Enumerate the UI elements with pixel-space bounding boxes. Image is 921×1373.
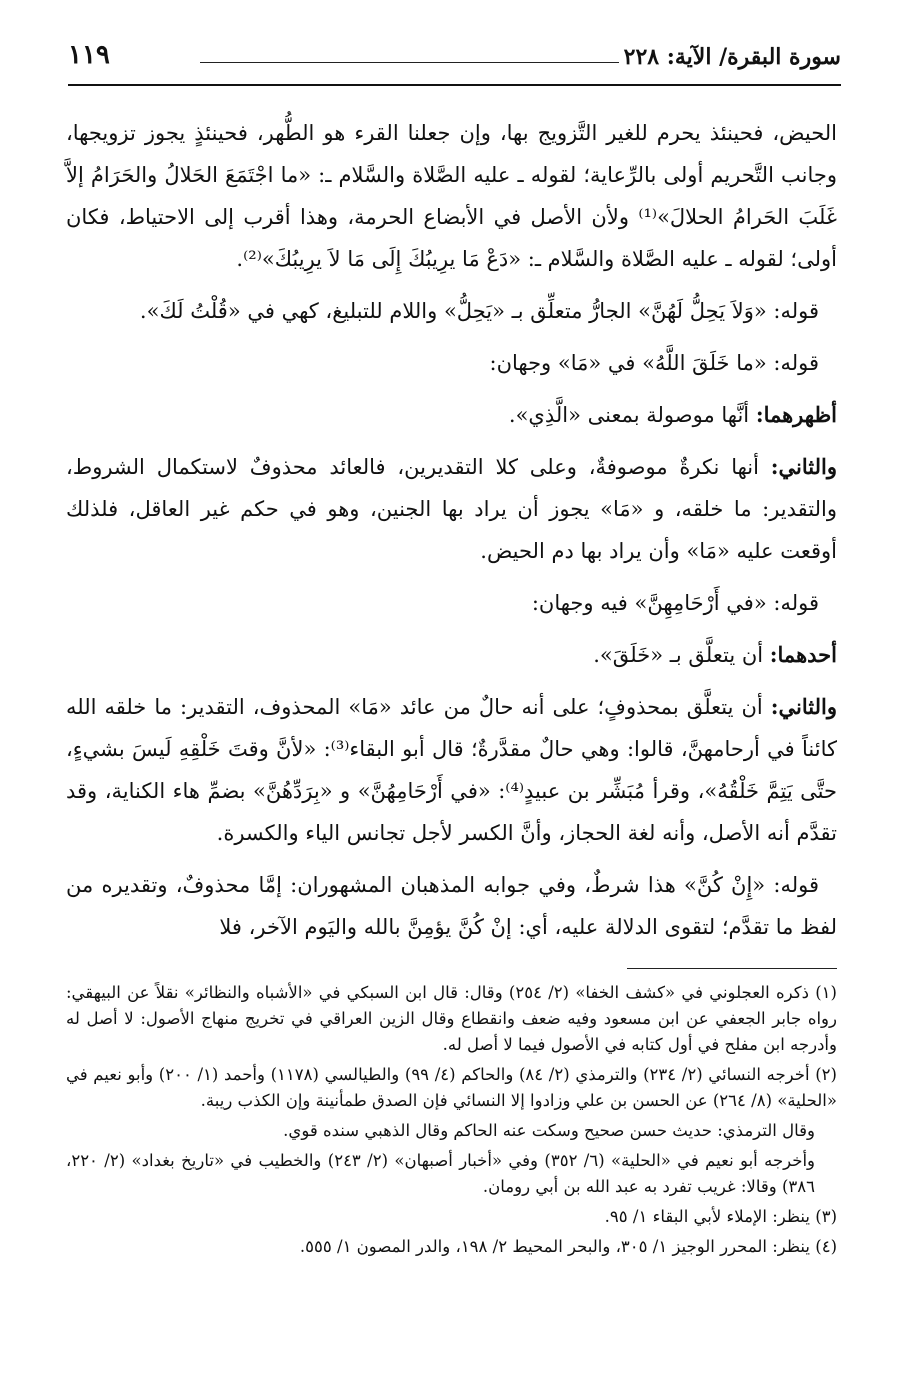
paragraph-lead: أحدهما:: [769, 642, 837, 667]
paragraph-text: أن يتعلَّق بـ «خَلَقَ».: [593, 643, 770, 667]
paragraph: [66, 634, 837, 676]
footnotes: [66, 980, 837, 1264]
paragraph-text: أن يتعلَّق بمحذوفٍ؛ على أنه حالٌ من عائد «مَا» المحذوف، التقدير: ما خلقه الله كائناً في أرحامهنَّ، قالوا: وهي حالٌ مقدَّرةٌ؛ قال أبو البقاء⁽³⁾: «لأنَّ وقتَ خَلْقِهِ لَيسَ بشيءٍ، حتَّى يَتِمَّ خَلْقُهُ»، وقرأ مُبَشِّر بن عبيدٍ⁽⁴⁾: «في أَرْحَامِهُنَّ» و «بِرَدِّهُنَّ» بضمِّ هاء الكناية، وقد تقدَّم أنه الأصل، وأنه لغة الحجاز، وأنَّ الكسر لأجل تجانس الياء والكسرة.: [66, 695, 837, 845]
paragraph: [66, 394, 837, 436]
footnote: (٣) ينظر: الإملاء لأبي البقاء ١/ ٩٥.: [604, 1207, 837, 1226]
footnote-continuation: وقال الترمذي: حديث حسن صحيح وسكت عنه الحاكم وقال الذهبي سنده قوي.: [283, 1121, 815, 1140]
surah-verse-title: سورة البقرة/ الآية: ٢٢٨: [623, 44, 841, 70]
header-rule: [68, 84, 841, 86]
footnote-separator: [627, 968, 837, 969]
footnote: (٢) أخرجه النسائي (٢/ ٢٣٤) والترمذي (٢/ ٨٤) والحاكم (٤/ ٩٩) والطيالسي (١١٧٨) وأحمد (١/ ٢٠٠) وأبو نعيم في «الحلية» (٨/ ٢٦٤) عن الحسن بن علي وزادوا إلا النسائي فإن الصدق طمأنينة وإن الكذب ريبة.: [66, 1065, 837, 1110]
paragraph-lead: والثاني:: [770, 694, 837, 719]
page-header: [68, 38, 841, 82]
footnote: (١) ذكره العجلوني في «كشف الخفا» (٢/ ٢٥٤) وقال: قال ابن السبكي في «الأشباه والنظائر» نقلاً عن البيهقي: رواه جابر الجعفي عن ابن مسعود وفيه ضعف وانقطاع وقال الزين العراقي في تخريج منهاج الأصول: لا أصل له وأدرجه ابن مفلح في أول كتابه في الأصول فيما لا أصل له.: [66, 983, 837, 1054]
paragraph: قوله: «وَلاَ يَحِلُّ لَهُنَّ» الجارُّ متعلِّق بـ «يَحِلُّ» واللام للتبليغ، كهي في «قُلْتُ لَكَ».: [139, 299, 819, 323]
paragraph-lead: والثاني:: [770, 454, 837, 479]
footnote: (٤) ينظر: المحرر الوجيز ١/ ٣٠٥، والبحر المحيط ٢/ ١٩٨، والدر المصون ١/ ٥٥٥.: [299, 1237, 837, 1256]
paragraph-text: أنَّها موصولة بمعنى «الَّذِي».: [508, 403, 756, 427]
paragraph-text: أنها نكرةٌ موصوفةٌ، وعلى كلا التقديرين، فالعائد محذوفٌ لاستكمال الشروط، والتقدير: ما خلقه، و «مَا» يجوز أن يراد بها الجنين، وهو في حكم غير العاقل، فلذلك أوقعت عليه «مَا» وأن يراد بها دم الحيض.: [66, 455, 837, 563]
main-text: [66, 112, 837, 958]
paragraph: [66, 686, 837, 854]
header-dash-line: [200, 62, 619, 63]
paragraph-lead: أظهرهما:: [755, 402, 837, 427]
paragraph: [66, 446, 837, 572]
paragraph: الحيض، فحينئذ يحرم للغير التَّزويج بها، وإن جعلنا القرء هو الطُّهر، فحينئذٍ يجوز تزويجها، وجانب التَّحريم أولى بالرِّعاية؛ لقوله ـ عليه الصَّلاة والسَّلام ـ: «ما اجْتَمَعَ الحَلالُ والحَرَامُ إلاَّ غَلَبَ الحَرامُ الحلالَ»⁽¹⁾ ولأن الأصل في الأبضاع الحرمة، وهذا أقرب إلى الاحتياط، فكان أولى؛ لقوله ـ عليه الصَّلاة والسَّلام ـ: «دَعْ مَا يرِيبُكَ إِلَى مَا لاَ يرِيبُكَ»⁽²⁾.: [66, 121, 837, 271]
paragraph: قوله: «ما خَلَقَ اللَّهُ» في «مَا» وجهان:: [489, 351, 819, 375]
footnote-continuation: وأخرجه أبو نعيم في «الحلية» (٦/ ٣٥٢) وفي «أخبار أصبهان» (٢/ ٢٤٣) والخطيب في «تاريخ بغداد» (٢/ ٢٢٠، ٣٨٦) وقالا: غريب تفرد به عبد الله بن أبي رومان.: [66, 1151, 816, 1196]
paragraph: قوله: «في أَرْحَامِهِنَّ» فيه وجهان:: [531, 591, 819, 615]
paragraph: قوله: «إِنْ كُنَّ» هذا شرطٌ، وفي جوابه المذهبان المشهوران: إمَّا محذوفٌ، وتقديره من لفظ ما تقدَّم؛ لتقوى الدلالة عليه، أي: إنْ كُنَّ يؤمِنَّ بالله واليَوم الآخر، فلا: [66, 873, 837, 939]
page-number: ١١٩: [68, 40, 110, 70]
